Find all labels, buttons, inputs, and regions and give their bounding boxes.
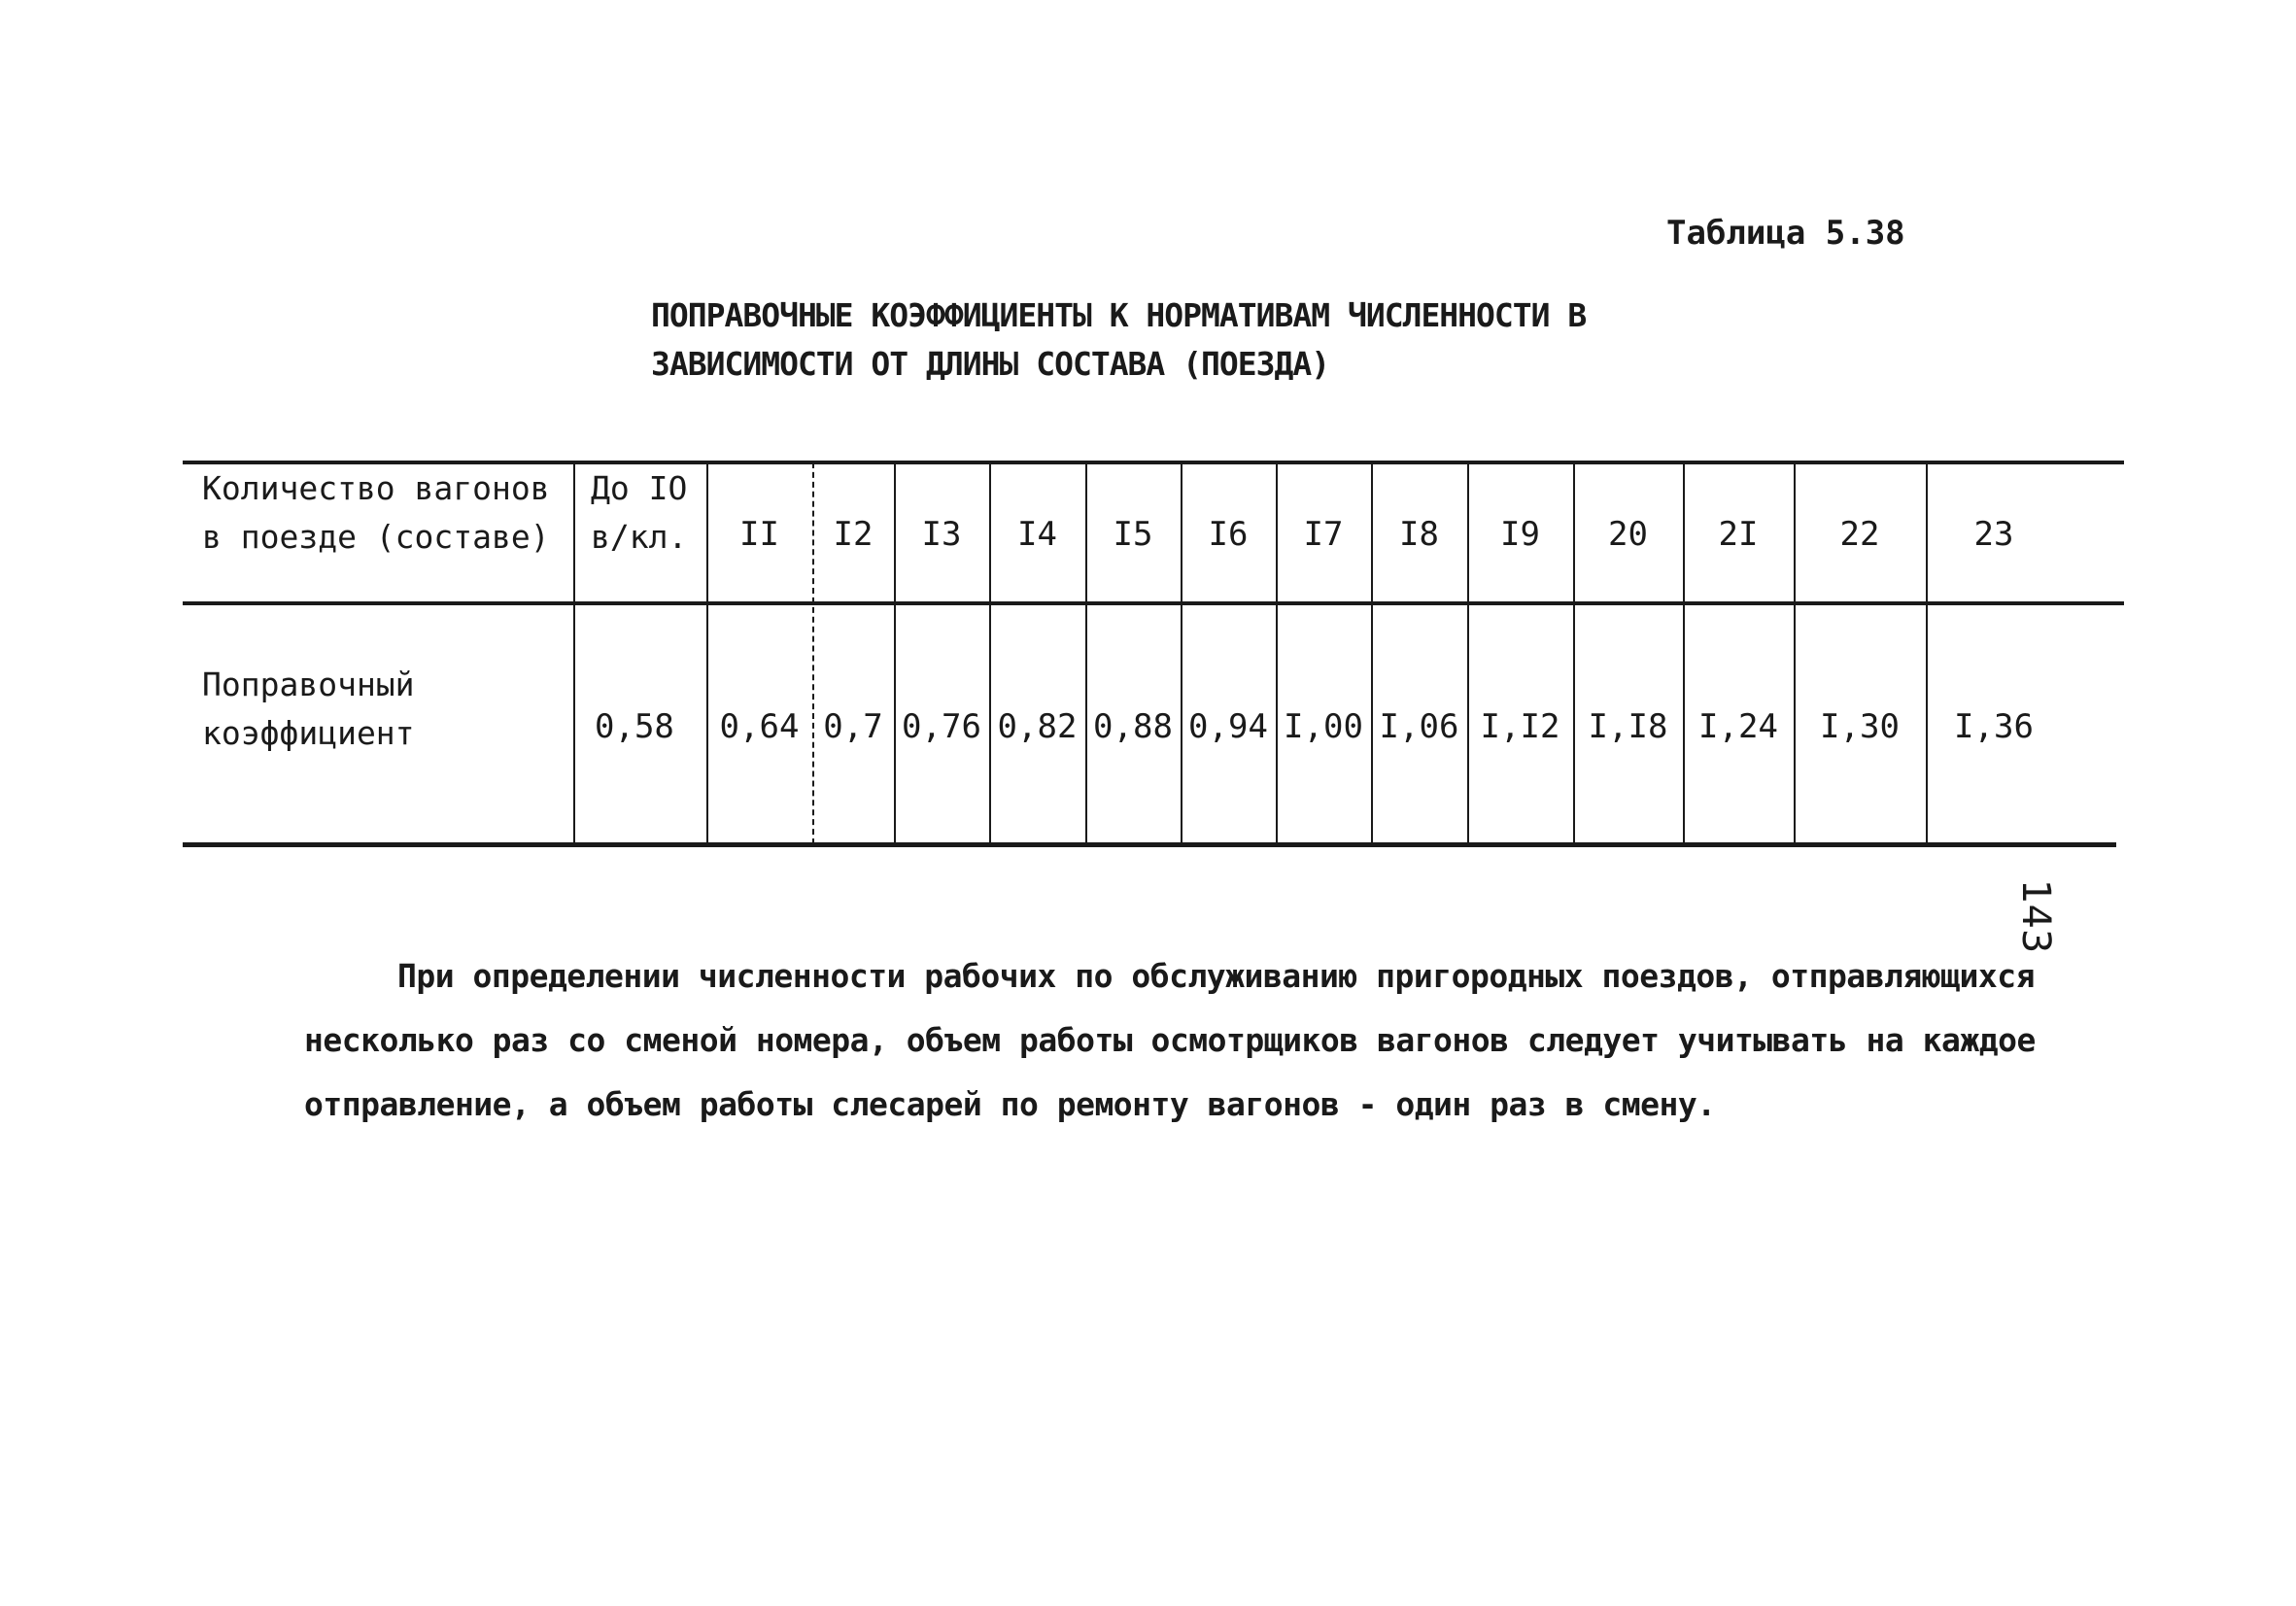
column-divider [573,462,575,844]
coefficient-value: 0,88 [1093,707,1173,746]
column-header: I3 [921,515,962,554]
column-header: 20 [1608,515,1648,554]
row-label-car-count: Количество вагонов в поезде (составе) [202,469,550,556]
column-header-up-to-10: До IO в/кл. [591,469,688,556]
column-header: I8 [1399,515,1439,554]
coefficient-value: I,24 [1698,707,1778,746]
note-paragraph [304,944,2092,1137]
coefficient-value: 0,7 [823,707,883,746]
coefficient-value: 0,64 [719,707,800,746]
coefficient-value: I,06 [1379,707,1459,746]
coefficient-value: 0,82 [997,707,1078,746]
coefficient-value: I,I2 [1480,707,1560,746]
coefficient-value: 0,76 [902,707,981,746]
coefficient-value: I,30 [1820,707,1900,746]
column-header: I6 [1208,515,1249,554]
title-line-2: ЗАВИСИМОСТИ ОТ ДЛИНЫ СОСТАВА (ПОЕЗДА) [651,345,1330,383]
paragraph-line-2: несколько раз со сменой номера, объем работы осмотрщиков вагонов следует учитывать на каждое [304,1021,2036,1059]
coefficient-value: I,I8 [1588,707,1668,746]
coefficient-value: 0,94 [1188,707,1268,746]
column-header: 22 [1839,515,1880,554]
column-header: 2I [1718,515,1759,554]
coefficient-value: I,36 [1954,707,2034,746]
coefficient-value: I,00 [1284,707,1363,746]
column-header: I7 [1303,515,1344,554]
column-header: II [739,515,779,554]
paragraph-line-3: отправление, а объем работы слесарей по ремонту вагонов - один раз в смену. [304,1085,1716,1123]
table-title [651,291,1586,389]
column-header: I4 [1017,515,1057,554]
column-header: I2 [833,515,874,554]
column-header: 23 [1973,515,2014,554]
value-up-to-10: 0,58 [595,707,674,746]
column-header: I5 [1113,515,1153,554]
table-bottom-rule [183,842,2116,847]
table-number: Таблица 5.38 [1666,214,1905,253]
table-header-rule [183,601,2124,605]
paragraph-line-1: При определении численности рабочих по обслуживанию пригородных поездов, отправляющихся [397,957,2035,995]
title-line-1: ПОПРАВОЧНЫЕ КОЭФФИЦИЕНТЫ К НОРМАТИВАМ ЧИСЛЕННОСТИ В [651,296,1587,334]
column-header: I9 [1500,515,1540,554]
row-label-coefficient: Поправочный коэффициент [202,666,415,752]
page-number: 143 [2013,879,2058,954]
